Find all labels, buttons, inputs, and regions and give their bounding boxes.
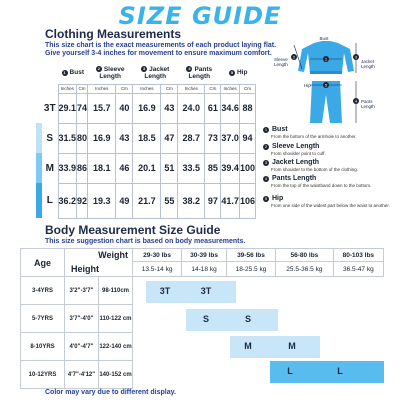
- clothing-heading: Clothing Measurements: [45, 27, 182, 41]
- legend-desc: From one side of the widest part below the waist to another.: [271, 203, 390, 208]
- number-icon: [353, 98, 359, 104]
- suggested-size: S: [244, 314, 251, 324]
- page-title: SIZE GUIDE: [118, 2, 282, 30]
- table-row: 5-7YRS 3'7"-4'0" 110-122 cm: [21, 305, 384, 333]
- number-icon: [291, 54, 297, 60]
- table-row: 8-10YRS 4'0"-4'7" 122-140 cm: [21, 333, 384, 361]
- legend-desc: From the bottom of the armhole to another.: [271, 134, 357, 139]
- legend-desc: From shoulder point to cuff.: [271, 151, 326, 156]
- color-disclaimer: Color may vary due to different display.: [45, 389, 176, 396]
- legend-desc: From the top of the waistband down to the bottom.: [271, 183, 372, 188]
- suggested-size: 3T: [159, 286, 171, 296]
- fig-label-pants: Pants Length: [361, 99, 375, 109]
- number-icon: 5: [264, 196, 268, 201]
- fig-label-sleeve: Sleeve Length: [274, 57, 288, 67]
- table-row: S 31.5 80 16.9 43 18.5 47 28.7 73 37.0 94: [42, 123, 256, 153]
- suggested-size: M: [288, 341, 296, 351]
- col-header-hip: 5 Hip: [230, 69, 248, 77]
- number-icon: [353, 54, 359, 60]
- number-icon: 1: [264, 127, 268, 132]
- body-heading: Body Measurement Size Guide: [45, 223, 221, 237]
- body-note: This size suggestion chart is based on body measurements.: [45, 238, 246, 245]
- weight-header: Weight: [65, 249, 133, 262]
- table-row: L 36.2 92 19.3 49 21.7 55 38.2 97 41.7 106: [42, 183, 256, 218]
- legend-title: Bust: [272, 126, 288, 133]
- legend-title: Hip: [272, 195, 284, 202]
- number-icon: 1: [63, 69, 66, 75]
- col-header-bust: 1 Bust: [63, 69, 84, 77]
- legend-title: Pants Length: [272, 175, 317, 182]
- unit-row: Inches Cm Inches Cm Inches Cm Inches Cm Inches Cm: [42, 84, 256, 93]
- number-icon: 3: [264, 160, 268, 165]
- clothing-note-1: This size chart is the exact measurements of each product laying flat.: [45, 42, 277, 49]
- number-icon: 5: [230, 69, 234, 75]
- table-row: M 33.9 86 18.1 46 20.1 51 33.5 85 39.4 100: [42, 153, 256, 183]
- suggested-size: L: [337, 366, 343, 376]
- table-row: 10-12YRS 4'7"-4'12" 140-152 cm: [21, 361, 384, 389]
- clothing-note-2: Give yourself 3-4 inches for movement to ensure maximum comfort.: [45, 50, 272, 57]
- number-icon: 2: [264, 144, 268, 149]
- legend-desc: From shoulder to the bottom of the clothing.: [271, 167, 359, 172]
- garment-measurement-figure: [264, 37, 388, 125]
- body-measurement-table: Age Weight 29-30 lbs 30-39 lbs 39-56 lbs 56-80 lbs 80-103 lbs Height 13.5-14 kg 14-18 kg 18-25.5 kg 25.5-36.5 kg 36.5-47 kg 3-4YRS 3'2"-3'7" 98-110cm 5-7YRS 3'7"-4'0" 110-122 cm 8-10YRS 4'0"-4'7" 122-140 cm 10-12YRS 4'7"-4'12" 140-152 cm: [20, 248, 384, 389]
- legend-title: Sleeve Length: [272, 143, 320, 150]
- col-header-pants: 4 Pants Length: [188, 65, 213, 80]
- age-header: Age: [21, 249, 65, 277]
- number-icon: [323, 56, 329, 62]
- svg-text:3: 3: [354, 54, 358, 60]
- fig-label-hip: Hip: [304, 83, 311, 88]
- table-row: 3T 29.1 74 15.7 40 16.9 43 24.0 61 34.6 88: [42, 93, 256, 123]
- svg-text:2: 2: [292, 54, 296, 60]
- number-icon: [323, 82, 329, 88]
- jacket-hem: [310, 71, 342, 74]
- suggested-size: M: [244, 341, 252, 351]
- number-icon: 4: [264, 176, 268, 181]
- legend-title: Jacket Length: [272, 159, 320, 166]
- col-header-jacket: 3 Jacket Length: [142, 65, 170, 80]
- clothing-table: [42, 62, 256, 219]
- svg-text:1: 1: [324, 56, 328, 62]
- col-header-sleeve: 2 Sleeve Length: [97, 65, 125, 80]
- suggested-size: 3T: [200, 286, 212, 296]
- suggested-size: S: [202, 314, 209, 324]
- number-icon: 3: [142, 66, 146, 72]
- fig-label-jacket: Jacket Length: [361, 59, 375, 69]
- fig-label-bust: Bust: [319, 37, 329, 41]
- number-icon: 2: [97, 66, 100, 72]
- number-icon: 4: [188, 66, 191, 72]
- height-header: Height: [65, 262, 133, 277]
- suggested-size: L: [287, 366, 293, 376]
- svg-text:4: 4: [354, 98, 358, 104]
- table-row: 3-4YRS 3'2"-3'7" 98-110cm: [21, 277, 384, 305]
- svg-text:5: 5: [324, 82, 328, 88]
